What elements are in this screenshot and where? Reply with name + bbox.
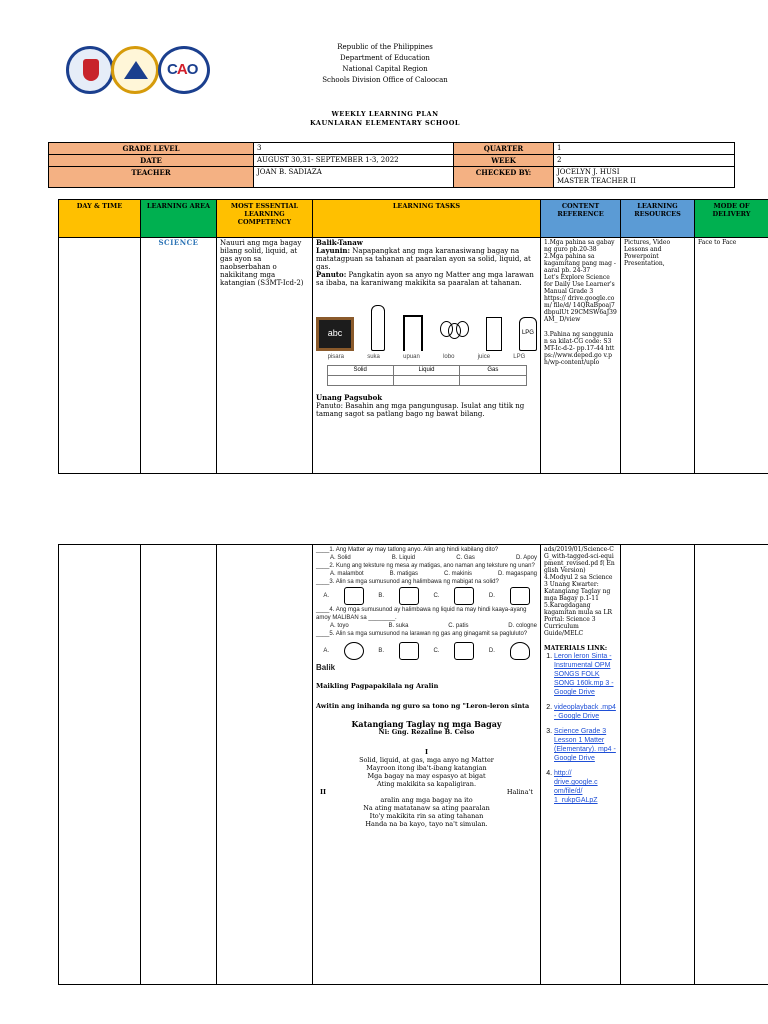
sort-blank[interactable] — [393, 376, 459, 386]
song-author: Ni: Gng. Rezaline B. Celso — [378, 728, 475, 736]
letterhead-line: Schools Division Office of Caloocan — [322, 76, 448, 84]
pagsubok-heading: Unang Pagsubok — [316, 393, 383, 402]
vinegar-bottle-icon — [371, 305, 385, 351]
quiz-option: C. — [433, 648, 440, 654]
col-learning-resources: LEARNING RESOURCES — [621, 200, 695, 238]
day-time-cell — [59, 238, 141, 474]
quiz-option: B. suka — [388, 623, 409, 629]
learning-area-cell: SCIENCE — [141, 238, 217, 474]
cao-logo: CAO — [158, 46, 210, 94]
hot-air-balloon-icon — [510, 642, 530, 660]
balloons-icon — [440, 321, 468, 351]
pic-label: upuan — [403, 354, 420, 360]
kettle-icon — [399, 642, 419, 660]
mode-delivery-cell — [695, 545, 768, 985]
quiz-option: A. malambot — [330, 571, 364, 577]
lamp-icon — [344, 587, 364, 605]
chair-icon — [403, 315, 423, 351]
ref-item: ads/2019/01/Science-CG_with-tagged-sci-equipment_revised.pd f( English Version) — [544, 546, 615, 574]
verse-two-tail: Halina't — [506, 788, 533, 796]
juice-box-icon — [486, 317, 502, 351]
lpg-tank-icon — [454, 642, 474, 660]
deped-logo — [66, 46, 114, 94]
quiz-option: B. Liquid — [391, 555, 416, 561]
letterhead — [230, 42, 540, 86]
learning-area-cell — [141, 545, 217, 985]
learning-resources-cell — [621, 545, 695, 985]
quiz-option: D. — [488, 648, 495, 654]
quiz-question: ____2. Kung ang teksture ng mesa ay matigas, ano naman ang teksture ng unan? — [316, 563, 535, 569]
ref-item: 2.Mga pahina sa kagamitang pang mag -aaral pb. 24-37 — [544, 253, 616, 274]
blackboard-icon: abc — [316, 317, 354, 351]
week-value: 2 — [554, 155, 735, 167]
quiz-question: ____3. Alin sa mga sumusunod ang halimbawa ng mabigat na solid? — [316, 579, 499, 585]
lyric-line: Ating makikita sa kapaligiran. — [376, 780, 477, 788]
col-content-reference: CONTENT REFERENCE — [541, 200, 621, 238]
lesson-intro-heading: Maikling Pagpapakilala ng Aralin — [316, 682, 439, 690]
verse-two-row — [316, 788, 537, 796]
layunin-text: Napapangkat ang mga karanasiwang bagay na matatagpuan sa tahanan at paaralan ayon sa solid, liquid, at gas. — [316, 247, 531, 271]
letterhead-line: National Capital Region — [342, 65, 428, 73]
layunin-label: Layunin: — [316, 246, 351, 255]
material-link[interactable]: Leron leron Sinta - Instrumental OPM SONGS FOLK SONG 160k.mp 3 - Google Drive — [554, 653, 614, 696]
material-link[interactable]: http:// drive.google.c om/file/d/ 1_rukpGALpZ — [554, 770, 598, 804]
sort-header-solid: Solid — [327, 366, 393, 376]
pic-label: LPG — [513, 354, 526, 360]
quiz-question: ____5. Alin sa mga sumusunod na larawan ng gas ang ginagamit sa pagluluto? — [316, 631, 528, 637]
sorting-table — [327, 365, 527, 386]
learning-tasks-cell — [313, 545, 541, 985]
sock-icon — [454, 587, 474, 605]
quiz-option: D. cologne — [508, 623, 537, 629]
content-reference-cell — [541, 238, 621, 474]
material-link-item — [554, 652, 617, 697]
quiz-option: B. — [378, 648, 385, 654]
col-learning-tasks: LEARNING TASKS — [313, 200, 541, 238]
quiz-options — [316, 622, 537, 630]
material-link-item — [554, 769, 617, 805]
quiz-options — [316, 586, 537, 606]
material-link-item — [554, 703, 617, 721]
checker-name: JOCELYN J. HUSI — [557, 168, 620, 176]
day-time-cell — [59, 545, 141, 985]
checked-by-label: CHECKED BY: — [454, 167, 554, 188]
lyric-line: aralin ang mga bagay na ito — [380, 796, 473, 804]
pic-label: pisara — [327, 354, 344, 360]
sort-header-gas: Gas — [460, 366, 526, 376]
ref-item: https:// drive.google.com/ file/d/ 14QRaBpoaj7dbpulUt 29CMSW6aJ39AM_ D/view — [544, 295, 617, 323]
grade-level-label: GRADE LEVEL — [49, 143, 254, 155]
col-learning-area: LEARNING AREA — [141, 200, 217, 238]
info-table — [48, 142, 735, 188]
matter-pictures — [316, 293, 537, 351]
pagsubok-text: Panuto: Basahin ang mga pangungusap. Isulat ang titik ng tamang sagot sa patlang bago ng bawat bilang. — [316, 402, 525, 418]
learning-resources-cell: Pictures, Video Lessons and Powerpoint Presentation, — [621, 238, 695, 474]
quiz-option: A. Solid — [330, 555, 351, 561]
quiz-options — [316, 570, 537, 578]
balik-label: Balik — [316, 663, 336, 672]
sort-blank[interactable] — [460, 376, 526, 386]
quiz-option: A. — [323, 648, 330, 654]
ref-item: Let's Explore Science for Daily Use Learner's Manual Grade 3 — [544, 274, 615, 295]
sort-blank[interactable] — [327, 376, 393, 386]
quiz-options — [316, 638, 537, 664]
materials-label: MATERIALS LINK: — [544, 645, 608, 652]
quiz-option: D. — [488, 593, 495, 599]
quiz-option: A. — [323, 593, 330, 599]
letterhead-line: Republic of the Philippines — [337, 43, 433, 51]
pic-label: lobo — [443, 354, 455, 360]
week-label: WEEK — [454, 155, 554, 167]
panuto-text: Pangkatin ayon sa anyo ng Matter ang mga larawan sa ibaba, na karaniwang makikita sa paaralan at tahanan. — [316, 271, 534, 287]
plan-table — [58, 199, 768, 474]
ref-item: 5.Karagdagang kagamitan mula sa LR Portal: Science 3 Curriculum Guide/MELC — [544, 602, 613, 637]
plan-title — [230, 110, 540, 128]
lyric-line: Na ating matatanaw sa ating paaralan — [363, 804, 490, 812]
quiz-option: C. Gas — [456, 555, 475, 561]
quiz — [316, 546, 537, 672]
lyric-line: Mayroon itong iba't-ibang katangian — [366, 764, 487, 772]
checked-by-value — [554, 167, 735, 188]
quiz-options — [316, 554, 537, 562]
school-name: KAUNLARAN ELEMENTARY SCHOOL — [310, 119, 460, 127]
quiz-option: D. Apoy — [515, 555, 537, 561]
date-value: AUGUST 30,31- SEPTEMBER 1-3, 2022 — [254, 155, 454, 167]
sofa-icon — [399, 587, 419, 605]
mode-delivery-cell: Face to Face — [695, 238, 768, 474]
sort-header-liquid: Liquid — [393, 366, 459, 376]
lyric-line: Solid, liquid, at gas, mga anyo ng Matter — [359, 756, 494, 764]
grade-level-value: 3 — [254, 143, 454, 155]
checker-title: MASTER TEACHER II — [557, 177, 636, 185]
quiz-option: B. — [378, 593, 385, 599]
competency-cell — [217, 545, 313, 985]
ref-item: 3.Pahina ng sanggunian sa kilat-CG code: S3MT-Ic-d-2- pp.17-44 https://www.deped.go v.ph/wp-content/uplo — [544, 331, 615, 366]
material-link-item — [554, 727, 617, 763]
picture-labels — [316, 353, 537, 361]
ref-item: 4.Modyul 2 sa Science 3 Unang Kwarter: Katangiang Taglay ng mga Bagay p.1-11 — [544, 574, 613, 602]
quiz-option: A. toyo — [330, 623, 349, 629]
competency-cell: Nauuri ang mga bagay bilang solid, liquid, at gas ayon sa naobserbahan o nakikitang mga katangian (S3MT-Icd-2) — [217, 238, 313, 474]
quiz-option: B. matigas — [389, 571, 419, 577]
quiz-option: D. magaspang — [497, 571, 537, 577]
materials-links — [544, 652, 617, 805]
teacher-value: JOAN B. SADIAZA — [254, 167, 454, 188]
material-link[interactable]: videoplayback .mp4 - Google Drive — [554, 704, 616, 720]
verse-number: I — [424, 748, 429, 756]
quiz-question: ____4. Ang mga sumusunod ay halimbawa ng liquid na may hindi kaaya-ayang amoy MALIBAN sa ________. — [316, 607, 527, 621]
sdo-caloocan-logo — [111, 46, 159, 94]
quarter-value: 1 — [554, 143, 735, 155]
lyric-line: Ito'y makikita rin sa ating tahanan — [369, 812, 484, 820]
material-link[interactable]: Science Grade 3 Lesson 1 Matter (Elementary). mp4 - Google Drive — [554, 728, 616, 762]
plan-table-continued — [58, 544, 768, 985]
col-day-time: DAY & TIME — [59, 200, 141, 238]
pic-label: suka — [367, 354, 380, 360]
task-heading: Balik-Tanaw — [316, 238, 363, 247]
teacher-label: TEACHER — [49, 167, 254, 188]
layunin-block — [316, 247, 531, 271]
date-label: DATE — [49, 155, 254, 167]
content-reference-cell — [541, 545, 621, 985]
song-title: Katangiang Taglay ng mga Bagay — [351, 719, 502, 729]
col-competency: MOST ESSENTIAL LEARNING COMPETENCY — [217, 200, 313, 238]
panuto-block — [316, 271, 534, 287]
pic-label: juice — [477, 354, 491, 360]
lpg-tank-icon: LPG — [519, 317, 537, 351]
ref-item: 1.Mga pahina sa gabay ng guro pb.20-38 — [544, 239, 615, 253]
col-mode-delivery: MODE OF DELIVERY — [695, 200, 768, 238]
pencil-icon — [510, 587, 530, 605]
lyric-line: Handa na ba kayo, tayo na't simulan. — [365, 820, 488, 828]
quiz-question: ____1. Ang Matter ay may tatlong anyo. Alin ang hindi kabilang dito? — [316, 547, 499, 553]
quiz-option: C. patis — [448, 623, 469, 629]
lyric-line: Mga bagay na may espasyo at bigat — [367, 772, 486, 780]
quiz-option: C. makinis — [443, 571, 472, 577]
quarter-label: QUARTER — [454, 143, 554, 155]
verse-number: II — [320, 788, 327, 796]
plan-title-text: WEEKLY LEARNING PLAN — [331, 110, 439, 118]
tire-icon — [344, 642, 364, 660]
panuto-label: Panuto: — [316, 270, 347, 279]
learning-tasks-cell — [313, 238, 541, 474]
letterhead-line: Department of Education — [340, 54, 430, 62]
awitin-text: Awitin ang inihanda ng guro sa tono ng "Leron-leron sinta — [316, 702, 530, 710]
quiz-option: C. — [433, 593, 440, 599]
